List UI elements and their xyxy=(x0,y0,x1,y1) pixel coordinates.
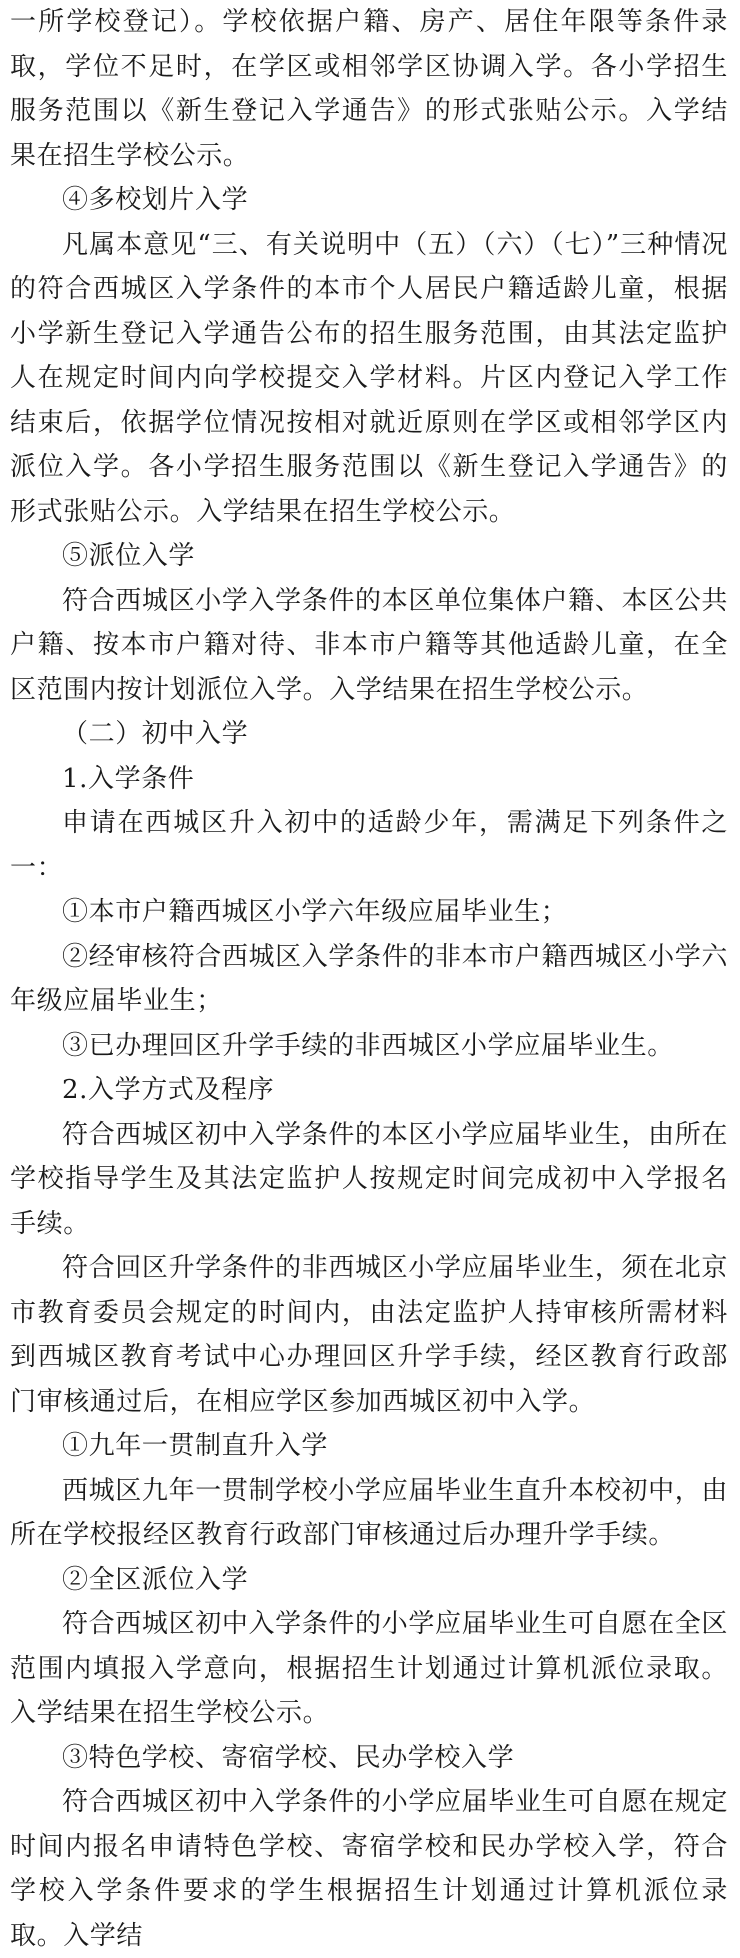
paragraph-district-lottery: 符合西城区初中入学条件的小学应届毕业生可自愿在全区范围内填报入学意向，根据招生计划通过计算机派位录取。入学结果在招生学校公示。 xyxy=(10,1609,728,1728)
list-item-condition-2: ②经审核符合西城区入学条件的非本市户籍西城区小学六年级应届毕业生； xyxy=(10,941,728,1016)
paragraph-multi-school-zone: 凡属本意见“三、有关说明中（五）（六）（七）”三种情况的符合西城区入学条件的本市个人居民户籍适龄儿童，根据小学新生登记入学通告公布的招生服务范围，由其法定监护人在规定时间内向学校提交入学材料。片区内登记入学工作结束后，依据学位情况按相对就近原则在学区或相邻学区内派位入学。各小学招生服务范围以《新生登记入学通告》的形式张贴公示。入学结果在招生学校公示。 xyxy=(10,229,728,527)
paragraph-procedure-local: 符合西城区初中入学条件的本区小学应届毕业生，由所在学校指导学生及其法定监护人按规定时间完成初中入学报名手续。 xyxy=(10,1119,728,1239)
subheading-multi-school-zone: ④多校划片入学 xyxy=(62,185,249,215)
paragraph-nine-year-direct: 西城区九年一贯制学校小学应届毕业生直升本校初中，由所在学校报经区教育行政部门审核通过后办理升学手续。 xyxy=(10,1475,728,1550)
subheading-nine-year-direct: ①九年一贯制直升入学 xyxy=(62,1431,329,1461)
section-heading-middle-school: （二）初中入学 xyxy=(62,719,249,749)
paragraph-continuation: 一所学校登记）。学校依据户籍、房产、居住年限等条件录取，学位不足时，在学区或相邻学区协调入学。各小学招生服务范围以《新生登记入学通告》的形式张贴公示。入学结果在招生学校公示。 xyxy=(10,7,728,171)
paragraph-procedure-return: 符合回区升学条件的非西城区小学应届毕业生，须在北京市教育委员会规定的时间内，由法定监护人持审核所需材料到西城区教育考试中心办理回区升学手续，经区教育行政部门审核通过后，在相应学区参加西城区初中入学。 xyxy=(10,1253,728,1417)
list-item-condition-1: ①本市户籍西城区小学六年级应届毕业生； xyxy=(62,897,568,927)
subheading-district-lottery: ②全区派位入学 xyxy=(62,1564,249,1595)
subheading-admission-procedure: 2.入学方式及程序 xyxy=(62,1075,275,1105)
list-item-condition-3: ③已办理回区升学手续的非西城区小学应届毕业生。 xyxy=(62,1030,674,1061)
paragraph-conditions-intro: 申请在西城区升入初中的适龄少年，需满足下列条件之一： xyxy=(10,808,728,883)
paragraph-lottery-enrollment: 符合西城区小学入学条件的本区单位集体户籍、本区公共户籍、按本市户籍对待、非本市户籍等其他适龄儿童，在全区范围内按计划派位入学。入学结果在招生学校公示。 xyxy=(10,585,728,705)
subheading-admission-conditions: 1.入学条件 xyxy=(62,763,195,794)
subheading-special-schools: ③特色学校、寄宿学校、民办学校入学 xyxy=(62,1742,515,1773)
paragraph-special-schools: 符合西城区初中入学条件的小学应届毕业生可自愿在规定时间内报名申请特色学校、寄宿学校和民办学校入学，符合学校入学条件要求的学生根据招生计划通过计算机派位录取。入学结 xyxy=(10,1787,728,1951)
subheading-lottery-enrollment: ⑤派位入学 xyxy=(62,541,196,571)
